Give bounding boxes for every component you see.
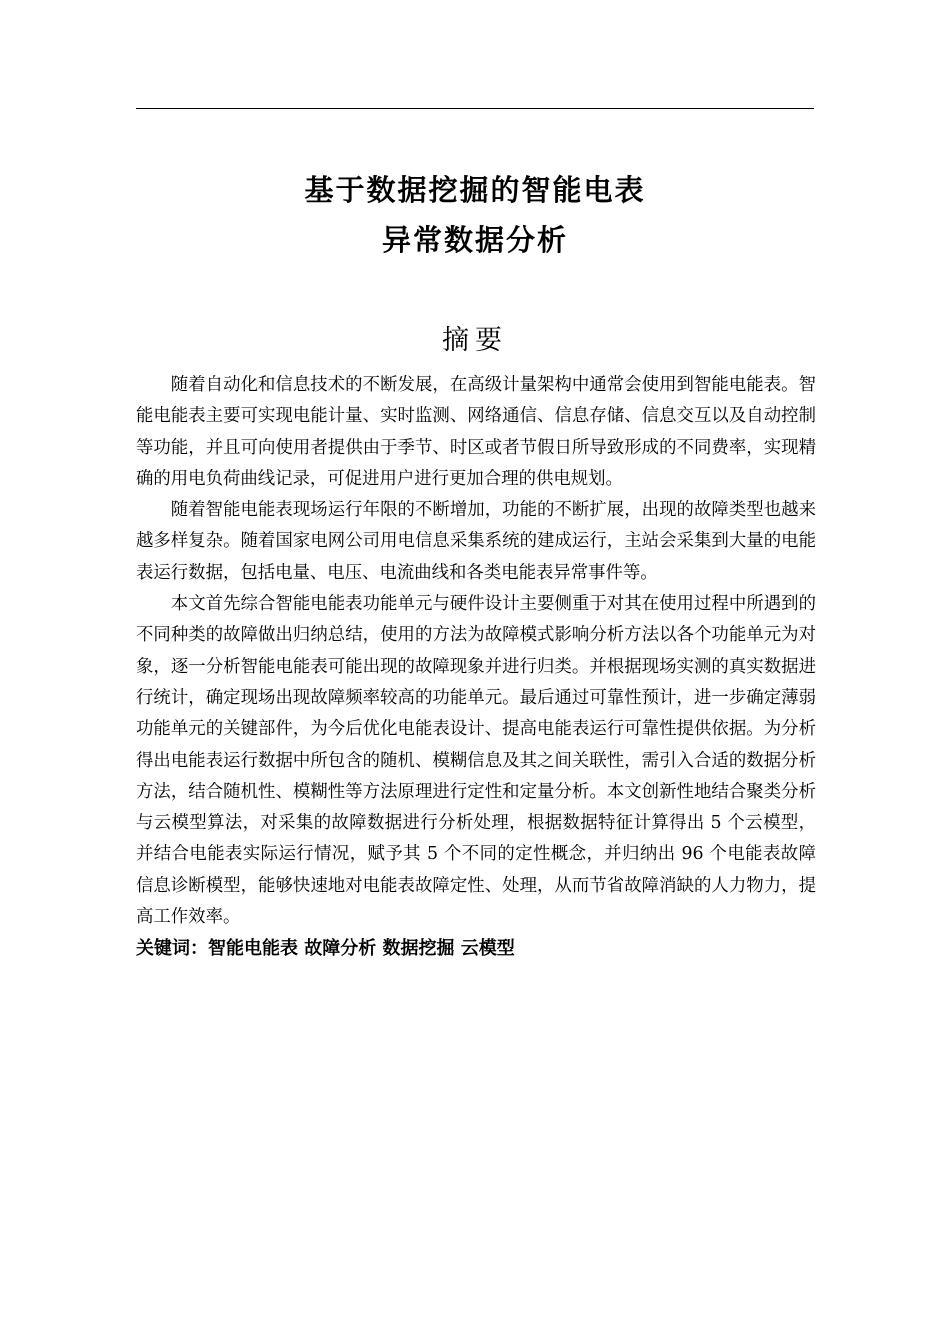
document-title-line-1: 基于数据挖掘的智能电表 <box>304 173 646 207</box>
document-title-line-2: 异常数据分析 <box>381 223 568 257</box>
abstract-paragraph-2: 随着智能电能表现场运行年限的不断增加，功能的不断扩展，出现的故障类型也越来越多样复杂。随着国家电网公司用电信息采集系统的建成运行，主站会采集到大量的电能表运行数据，包括电量、电压、电流曲线和各类电能表异常事件等。 <box>136 500 816 583</box>
header-rule <box>136 108 814 109</box>
abstract-paragraph-3: 本文首先综合智能电能表功能单元与硬件设计主要侧重于对其在使用过程中所遇到的不同种类的故障做出归纳总结，使用的方法为故障模式影响分析方法以各个功能单元为对象，逐一分析智能电能表可能出现的故障现象并进行归类。并根据现场实测的真实数据进行统计，确定现场出现故障频率较高的功能单元。最后通过可靠性预计，进一步确定薄弱功能单元的关键部件，为今后优化电能表设计、提高电能表运行可靠性提供依据。为分析得出电能表运行数据中所包含的随机、模糊信息及其之间关联性，需引入合适的数据分析方法，结合随机性、模糊性等方法原理进行定性和定量分析。本文创新性地结合聚类分析与云模型算法，对采集的故障数据进行分析处理，根据数据特征计算得出 5 个云模型，并结合电能表实际运行情况，赋予其 5 个不同的定性概念，并归纳出 96 个电能表故障信息诊断模型，能够快速地对电能表故障定性、处理，从而节省故障消缺的人力物力，提高工作效率。 <box>136 594 816 928</box>
abstract-heading: 摘要 <box>442 325 508 356</box>
abstract-paragraph-1: 随着自动化和信息技术的不断发展，在高级计量架构中通常会使用到智能电能表。智能电能表主要可实现电能计量、实时监测、网络通信、信息存储、信息交互以及自动控制等功能，并且可向使用者提供由于季节、时区或者节假日所导致形成的不同费率，实现精确的用电负荷曲线记录，可促进用户进行更加合理的供电规划。 <box>136 375 816 489</box>
keywords-values: 智能电能表 故障分析 数据挖掘 云模型 <box>208 938 515 960</box>
abstract-body <box>136 370 816 964</box>
keywords-line <box>136 933 816 964</box>
keywords-label: 关键词： <box>136 938 208 960</box>
